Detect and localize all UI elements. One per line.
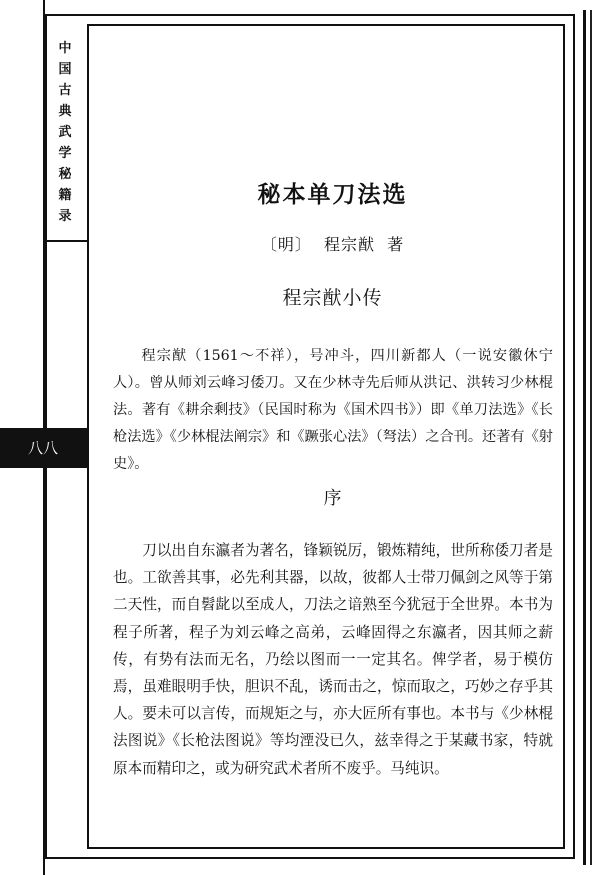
preface-text: 刀以出自东瀛者为著名，锋颖锐厉，锻炼精纯，世所称倭刀者是也。工欲善其事，必先利其器，以故，彼都人士带刀佩剑之风等于第二天性，而自髫龀以至成人，刀法之谙熟至今犹冠于全世界。本书为程子所著，程子为刘云峰之高弟，云峰固得之东瀛者，因其师之薪传，有势有法而无名，乃绘以图而一一定其名。俾学者，易于模仿焉，虽难眼明手快，胆识不乱，诱而击之，惊而取之，巧妙之存乎其人。要未可以言传，而规矩之与，亦大匠所有事也。本书与《少林棍法图说》《长枪法图说》等均湮没已久，兹幸得之于某藏书家，特就原本而精印之，或为研究武术者所不废乎。马纯识。 <box>113 542 553 777</box>
biography-text: 程宗猷（1561～不祥），号冲斗，四川新都人（一说安徽休宁人）。曾从师刘云峰习倭刀。又在少林寺先后师从洪记、洪转习少林棍法。著有《耕余剩技》（民国时称为《国术四书》）即《单刀法选》《长枪法选》《少林棍法阐宗》和《蹶张心法》（弩法）之合刊。还著有《射史》。 <box>113 348 553 472</box>
page-number-tab <box>0 428 87 468</box>
book-title: 秘本单刀法选 <box>257 182 408 208</box>
preface-heading: 序 <box>323 488 342 509</box>
series-divider <box>45 240 87 242</box>
author-line: 〔明〕 程宗猷 著 <box>260 235 405 254</box>
right-edge-line-secondary <box>590 10 592 865</box>
right-edge-line <box>583 10 586 865</box>
biography-heading: 程宗猷小传 <box>282 287 383 309</box>
series-title: 中国古典武学秘籍录 <box>58 41 72 224</box>
page-number: 八八 <box>28 439 59 457</box>
